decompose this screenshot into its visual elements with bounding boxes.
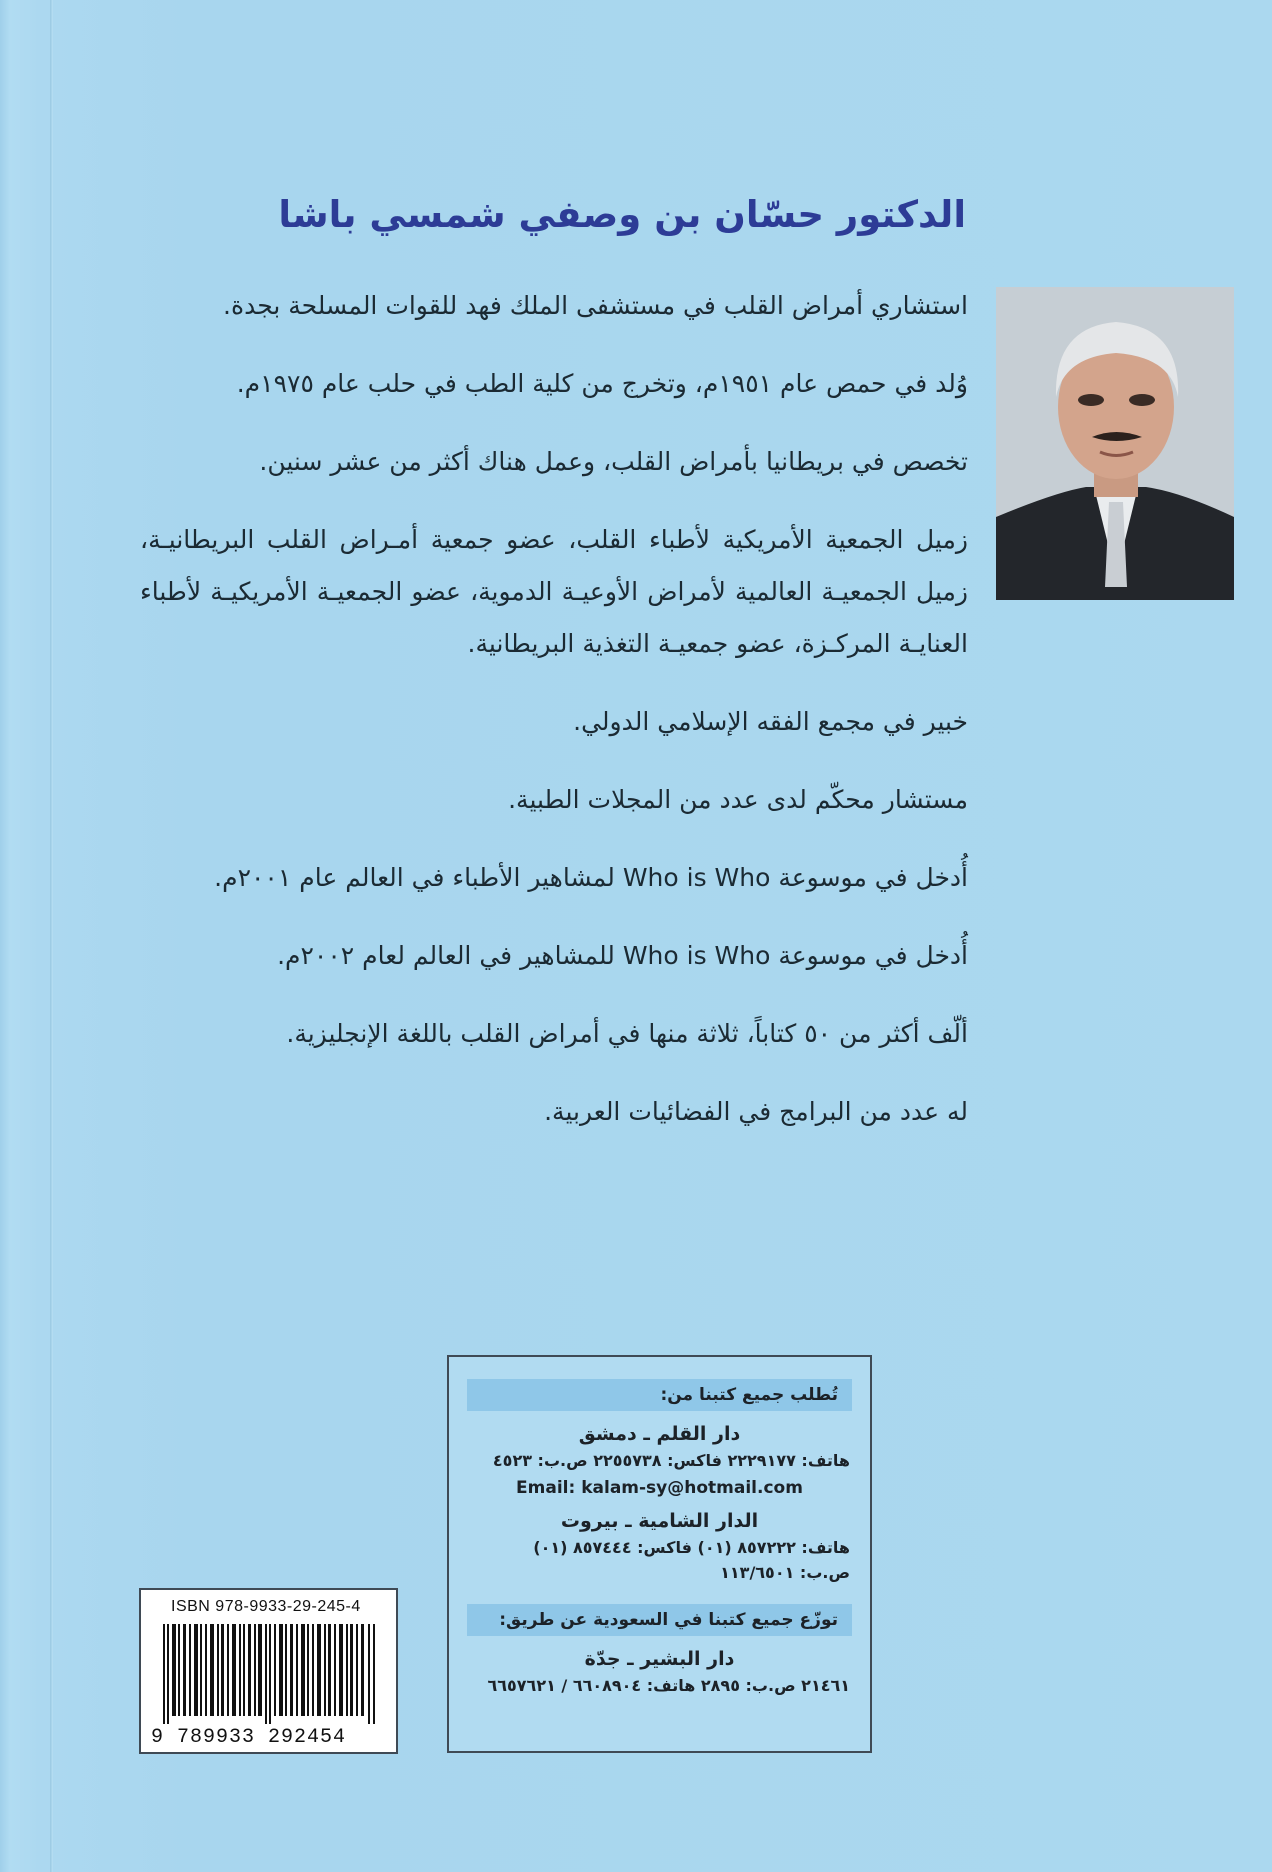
bio-line-7: أُدخل في موسوعة Who is Who لمشاهير الأطباء في العالم عام ٢٠٠١م.: [214, 863, 968, 892]
bio-line-8: أُدخل في موسوعة Who is Who للمشاهير في العالم لعام ٢٠٠٢م.: [277, 941, 968, 970]
order-header: تُطلب جميع كتبنا من:: [467, 1379, 852, 1411]
dar-alshamiya-phone: هاتف: ٨٥٧٢٢٢ (٠١) فاكس: ٨٥٧٤٤٤ (٠١): [533, 1538, 850, 1557]
barcode-bars: [163, 1624, 377, 1724]
bio-line-3: تخصص في بريطانيا بأمراض القلب، وعمل هناك أكثر من عشر سنين.: [259, 447, 968, 476]
isbn-label: ISBN 978-9933-29-245-4: [171, 1598, 361, 1615]
author-name-title: الدكتور حسّان بن وصفي شمسي باشا: [278, 193, 966, 236]
bio-line-2: وُلد في حمص عام ١٩٥١م، وتخرج من كلية الطب في حلب عام ١٩٧٥م.: [236, 369, 968, 398]
publisher-dar-alshamiya: الدار الشامية ـ بيروت: [560, 1510, 759, 1532]
ean-digits: 9 789933 292454: [151, 1726, 347, 1749]
dar-alshamiya-pobox: ص.ب: ١١٣/٦٥٠١: [720, 1563, 850, 1582]
bio-memberships: زميل الجمعية الأمريكية لأطباء القلب، عضو جمعية أمـراض القلب البريطانيـة، زميل الجمعيـة العالمية لأمراض الأوعيـة الدموية، عضو الجمعيـة الأمريكيـة لأطباء العنايـة المركـزة، عضو جمعيـة التغذية البريطانية.: [140, 525, 968, 658]
distribution-header: توزّع جميع كتبنا في السعودية عن طريق:: [467, 1604, 852, 1636]
bio-line-10: له عدد من البرامج في الفضائيات العربية.: [544, 1097, 968, 1126]
publisher-info-box: [447, 1355, 872, 1753]
bio-line-9: ألّف أكثر من ٥٠ كتاباً، ثلاثة منها في أمراض القلب باللغة الإنجليزية.: [286, 1019, 968, 1048]
bio-line-6: مستشار محكّم لدى عدد من المجلات الطبية.: [508, 785, 968, 814]
bio-line-5: خبير في مجمع الفقه الإسلامي الدولي.: [573, 707, 968, 736]
author-photo: [996, 287, 1234, 600]
dar-albashir-phone: ٢١٤٦١ ص.ب: ٢٨٩٥ هاتف: ٦٦٠٨٩٠٤ / ٦٦٥٧٦٢١: [487, 1676, 850, 1695]
spine-crease: [50, 0, 53, 1872]
dar-alqalam-phone: هاتف: ٢٢٢٩١٧٧ فاكس: ٢٢٥٥٧٣٨ ص.ب: ٤٥٢٣: [492, 1451, 850, 1470]
bio-line-1: استشاري أمراض القلب في مستشفى الملك فهد للقوات المسلحة بجدة.: [223, 291, 968, 320]
publisher-dar-albashir: دار البشير ـ جدّة: [584, 1648, 735, 1670]
dar-alqalam-email: Email: kalam-sy@hotmail.com: [516, 1478, 803, 1498]
author-bio: [140, 280, 968, 1164]
isbn-barcode: [139, 1588, 398, 1754]
publisher-dar-alqalam: دار القلم ـ دمشق: [578, 1423, 741, 1445]
